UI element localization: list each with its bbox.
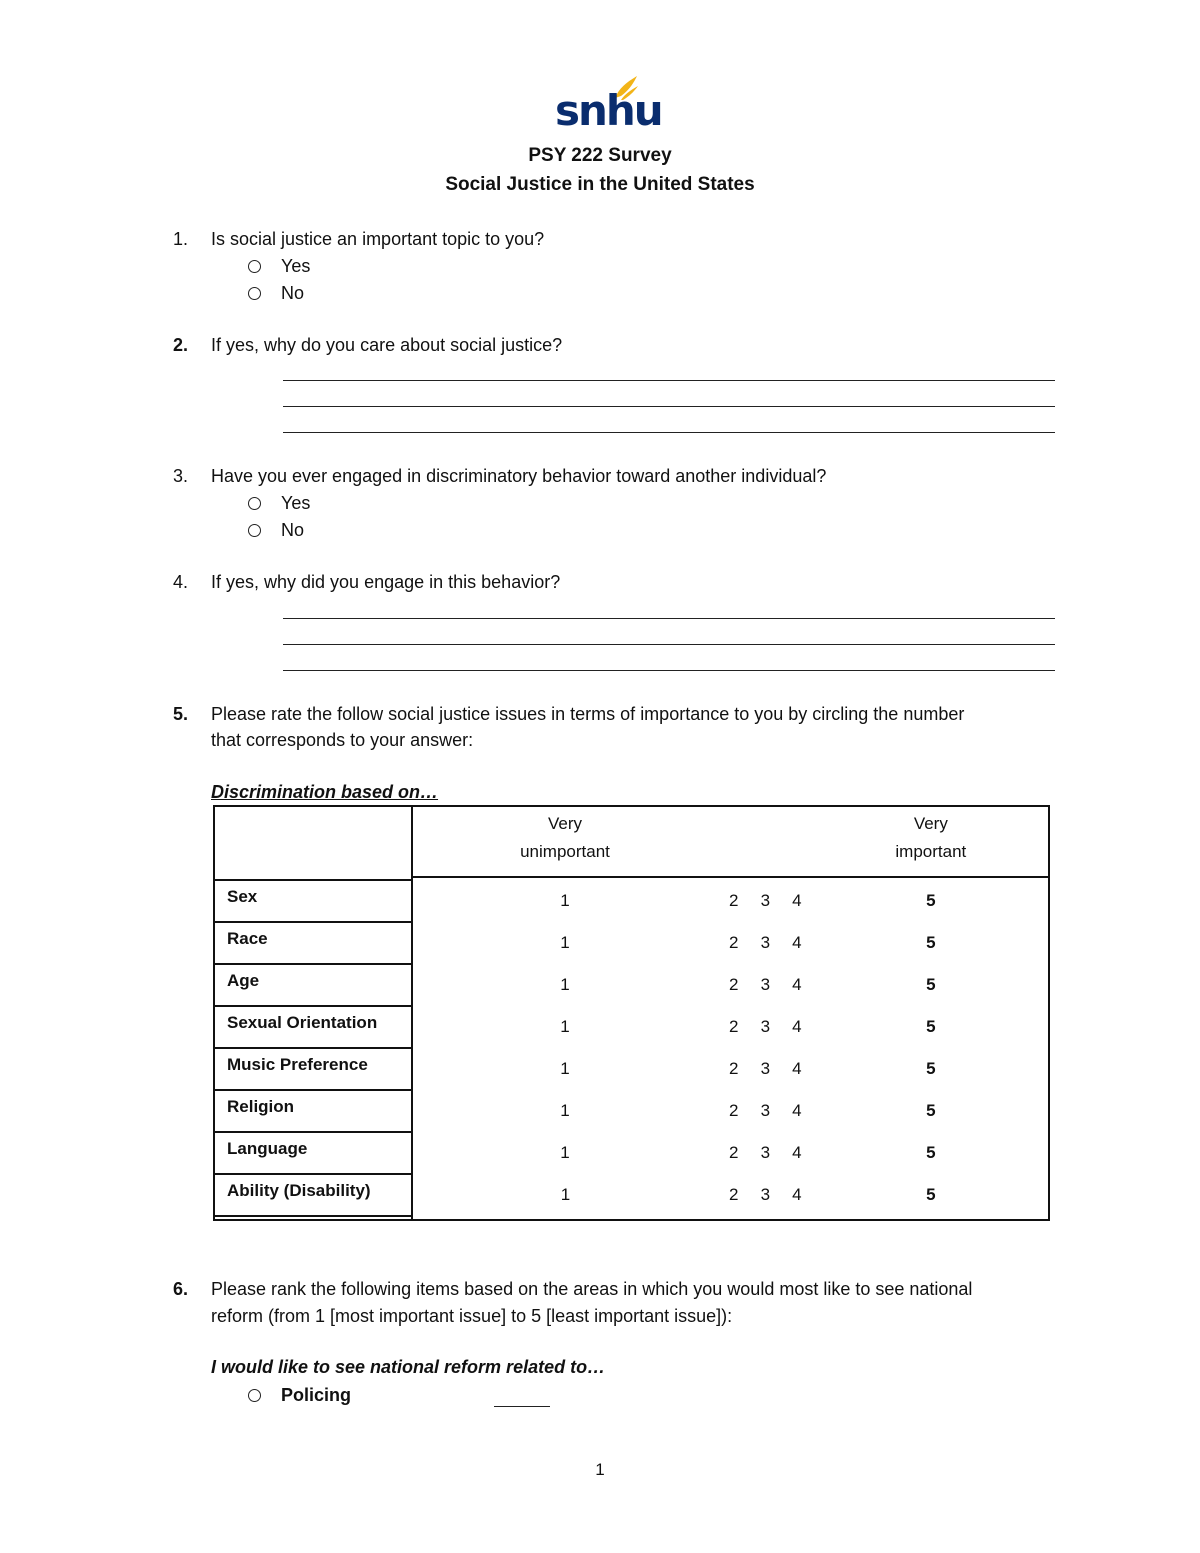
question-number: 1. [173, 229, 189, 249]
page-subtitle: Social Justice in the United States [445, 174, 755, 195]
row-label: Sexual Orientation [214, 1006, 412, 1048]
rating-5[interactable]: 5 [926, 891, 936, 910]
rating-5[interactable]: 5 [926, 1017, 936, 1036]
rating-2[interactable]: 2 [729, 933, 739, 952]
page-title: PSY 222 Survey [528, 145, 672, 166]
table-row [214, 922, 1049, 964]
rating-2[interactable]: 2 [729, 1101, 739, 1120]
rating-1[interactable]: 1 [560, 933, 570, 952]
scale-low-line2: unimportant [520, 842, 610, 861]
row-label: Music Preference [214, 1048, 412, 1090]
rating-4[interactable]: 4 [792, 1059, 802, 1078]
q3-option-yes[interactable] [248, 493, 310, 514]
question-4-text: If yes, why did you engage in this behavior? [211, 572, 561, 592]
question-1-text: Is social justice an important topic to you? [211, 229, 545, 249]
table-divider [411, 805, 413, 1221]
option-label: Yes [281, 256, 311, 276]
rating-2[interactable]: 2 [729, 1185, 739, 1204]
question-5-text-line2: that corresponds to your answer: [211, 730, 474, 750]
scale-high-line1: Very [913, 814, 948, 833]
row-label: Age [214, 964, 412, 1006]
rating-4[interactable]: 4 [792, 1185, 802, 1204]
rating-1[interactable]: 1 [560, 1101, 570, 1120]
snhu-logo [555, 74, 662, 135]
page-number: 1 [595, 1460, 605, 1479]
answer-line[interactable] [283, 670, 1055, 671]
row-label: Language [214, 1132, 412, 1174]
scale-high-label [813, 806, 1049, 880]
table-row [214, 1132, 1049, 1174]
row-label: Race [214, 922, 412, 964]
rating-3[interactable]: 3 [760, 975, 771, 994]
scale-high-line2: important [895, 842, 967, 861]
rating-3[interactable]: 3 [760, 1143, 771, 1162]
question-5-text-line1: Please rate the follow social justice issues in terms of importance to you by circling the number [211, 704, 965, 724]
rating-4[interactable]: 4 [792, 933, 802, 952]
header-empty-cell [214, 806, 412, 880]
rating-5[interactable]: 5 [926, 1059, 936, 1078]
radio-icon[interactable] [248, 497, 261, 510]
question-2-text: If yes, why do you care about social justice? [211, 335, 563, 355]
row-label: Sex [214, 880, 412, 922]
rating-2[interactable]: 2 [729, 1059, 739, 1078]
table-row [214, 880, 1049, 922]
table-row [214, 1006, 1049, 1048]
rating-1[interactable]: 1 [560, 1017, 570, 1036]
radio-icon[interactable] [248, 287, 261, 300]
scale-low-label [412, 806, 718, 880]
rating-subheading: Discrimination based on… [211, 782, 439, 802]
rating-1[interactable]: 1 [560, 891, 570, 910]
rating-4[interactable]: 4 [792, 975, 802, 994]
radio-icon[interactable] [248, 524, 261, 537]
q3-option-no[interactable] [248, 520, 304, 541]
logo-wordmark: snhu [555, 86, 662, 135]
rating-4[interactable]: 4 [792, 1017, 802, 1036]
row-label: Ability (Disability) [214, 1174, 412, 1216]
rating-3[interactable]: 3 [760, 1185, 771, 1204]
rating-5[interactable]: 5 [926, 1101, 936, 1120]
answer-line[interactable] [283, 644, 1055, 645]
answer-line[interactable] [283, 406, 1055, 407]
table-header-divider [411, 876, 1050, 878]
ranking-subheading: I would like to see national reform related to… [211, 1357, 606, 1377]
rating-2[interactable]: 2 [729, 1017, 739, 1036]
question-number: 4. [173, 572, 189, 592]
rating-3[interactable]: 3 [760, 1059, 771, 1078]
rating-5[interactable]: 5 [926, 1143, 936, 1162]
option-label: No [281, 520, 305, 540]
rating-table [213, 805, 1050, 1217]
rating-2[interactable]: 2 [729, 891, 739, 910]
rating-4[interactable]: 4 [792, 891, 802, 910]
question-3-text: Have you ever engaged in discriminatory behavior toward another individual? [211, 466, 827, 486]
rating-3[interactable]: 3 [760, 1017, 771, 1036]
table-row [214, 1090, 1049, 1132]
rating-5[interactable]: 5 [926, 1185, 936, 1204]
scale-low-line1: Very [547, 814, 582, 833]
rating-1[interactable]: 1 [560, 1059, 570, 1078]
table-row [214, 1048, 1049, 1090]
rating-5[interactable]: 5 [926, 933, 936, 952]
rank-item-policing[interactable] [248, 1385, 351, 1406]
question-number: 3. [173, 466, 189, 486]
answer-line[interactable] [283, 618, 1055, 619]
rank-blank-line[interactable] [494, 1406, 550, 1407]
rating-5[interactable]: 5 [926, 975, 936, 994]
q1-option-yes[interactable] [248, 256, 310, 277]
rating-1[interactable]: 1 [560, 1143, 570, 1162]
rating-4[interactable]: 4 [792, 1143, 802, 1162]
answer-line[interactable] [283, 380, 1055, 381]
q1-option-no[interactable] [248, 283, 304, 304]
rating-1[interactable]: 1 [560, 975, 570, 994]
rating-2[interactable]: 2 [729, 975, 739, 994]
rating-4[interactable]: 4 [792, 1101, 802, 1120]
rank-item-label: Policing [281, 1385, 352, 1405]
rating-3[interactable]: 3 [760, 1101, 771, 1120]
rating-2[interactable]: 2 [729, 1143, 739, 1162]
rating-3[interactable]: 3 [760, 933, 771, 952]
question-number: 5. [173, 704, 189, 724]
rating-3[interactable]: 3 [760, 891, 771, 910]
question-number: 2. [173, 335, 189, 355]
option-label: Yes [281, 493, 311, 513]
radio-icon[interactable] [248, 260, 261, 273]
option-label: No [281, 283, 305, 303]
rating-1[interactable]: 1 [560, 1185, 571, 1204]
question-number: 6. [173, 1279, 189, 1299]
table-row [214, 1174, 1049, 1216]
answer-line[interactable] [283, 432, 1055, 433]
table-row [214, 964, 1049, 1006]
question-6-text-line2: reform (from 1 [most important issue] to 5 [least important issue]): [211, 1306, 733, 1326]
row-label: Religion [214, 1090, 412, 1132]
radio-icon[interactable] [248, 1389, 261, 1402]
question-6-text-line1: Please rank the following items based on the areas in which you would most like to see national [211, 1279, 973, 1299]
